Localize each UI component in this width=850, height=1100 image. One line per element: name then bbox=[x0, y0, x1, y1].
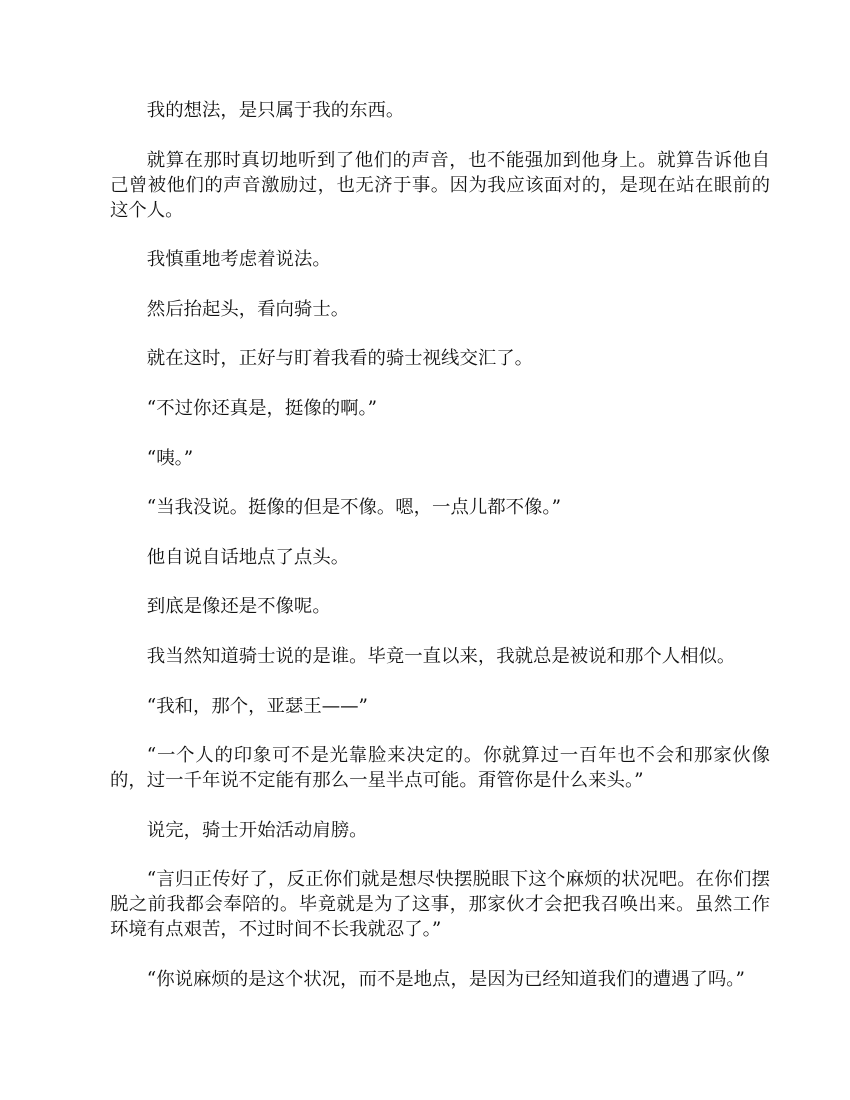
paragraph: 说完，骑士开始活动肩膀。 bbox=[146, 819, 368, 841]
paragraph: 我当然知道骑士说的是谁。毕竟一直以来，我就总是被说和那个人相似。 bbox=[146, 645, 736, 667]
paragraph: 我慎重地考虑着说法。 bbox=[146, 249, 331, 271]
paragraph: “不过你还真是，挺像的啊。” bbox=[146, 397, 378, 419]
paragraph: 到底是像还是不像呢。 bbox=[146, 596, 331, 618]
paragraph: 我的想法，是只属于我的东西。 bbox=[146, 100, 405, 121]
paragraph: 然后抬起头，看向骑士。 bbox=[146, 298, 350, 320]
paragraph: “咦。” bbox=[146, 447, 194, 469]
paragraph: “言归正传好了，反正你们就是想尽快摆脱眼下这个麻烦的状况吧。在你们摆脱之前我都会奉陪的。毕竟就是为了这事，那家伙才会把我召唤出来。虽然工作环境有点艰苦，不过时间不长我就忍了。” bbox=[110, 869, 770, 941]
paragraph: “你说麻烦的是这个状况，而不是地点，是因为已经知道我们的遭遇了吗。” bbox=[146, 968, 745, 990]
text-body bbox=[110, 98, 770, 1017]
paragraph: “一个人的印象可不是光靠脸来决定的。你就算过一百年也不会和那家伙像的，过一千年说不定能有那么一星半点可能。甭管你是什么来头。” bbox=[110, 745, 770, 792]
paragraph: “当我没说。挺像的但是不像。嗯，一点儿都不像。” bbox=[146, 497, 561, 519]
paragraph: 他自说自话地点了点头。 bbox=[146, 546, 350, 568]
paragraph: 就算在那时真切地听到了他们的声音，也不能强加到他身上。就算告诉他自己曾被他们的声音激励过，也无济于事。因为我应该面对的，是现在站在眼前的这个人。 bbox=[110, 149, 770, 221]
paragraph: 就在这时，正好与盯着我看的骑士视线交汇了。 bbox=[146, 348, 534, 370]
paragraph: “我和，那个，亚瑟王——” bbox=[146, 695, 368, 717]
